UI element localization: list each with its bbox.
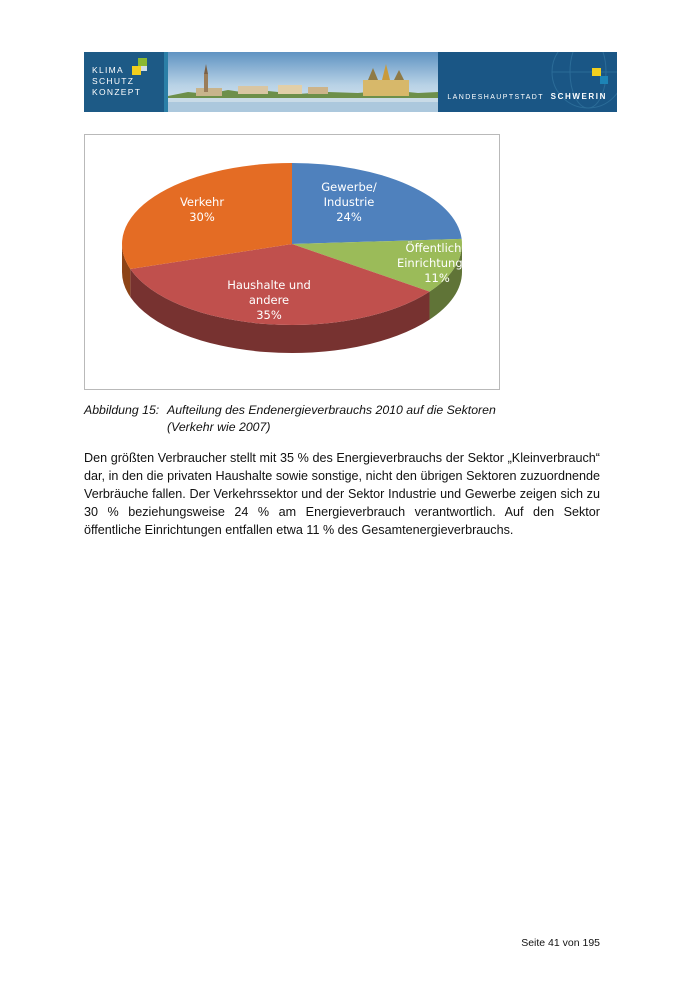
figure-caption [84, 402, 524, 436]
klimaschutzkonzept-logo [84, 52, 164, 112]
city-branding [438, 52, 617, 112]
logo-line-3: KONZEPT [92, 87, 142, 97]
pie-chart-svg [85, 135, 499, 389]
logo-line-2: SCHUTZ [92, 76, 135, 86]
pie-label-1: Öffentliche Einrichtungen 11% [396, 241, 478, 285]
city-prefix: LANDESHAUPTSTADT [447, 94, 544, 101]
caption-text: Aufteilung des Endenergieverbrauchs 2010 auf die Sektoren (Verkehr wie 2007) [167, 403, 496, 434]
caption-label: Abbildung 15: [84, 403, 160, 417]
pie-slice-0 [292, 163, 462, 244]
globe-watermark-icon [438, 52, 617, 112]
pie-label-0: Gewerbe/ Industrie 24% [321, 180, 377, 224]
city-label [447, 92, 607, 101]
logo-squares-icon [132, 58, 148, 76]
body-paragraph: Den größten Verbraucher stellt mit 35 % des Energieverbrauchs der Sektor „Kleinverbrauch“ dar, in den die privaten Haushalte sowie sonstige, nicht den übrigen Sektoren zuzuordnende Verbräuche fallen. Der Verkehrssektor und der Sektor Industrie und Gewerbe zeigen sich zu 30 % beziehungsweise 24 % am Energieverbrauch verantwortlich. Auf den Sektor öffentliche Einrichtungen entfallen etwa 11 % des Gesamtenergieverbrauchs. [84, 451, 600, 537]
page-number: Seite 41 von 195 [521, 937, 600, 949]
pie-label-2: Haushalte und andere 35% [227, 278, 311, 322]
city-name: SCHWERIN [550, 92, 607, 101]
schwerin-skyline-photo [168, 52, 438, 112]
logo-line-1: KLIMA [92, 65, 125, 75]
header-banner [84, 52, 617, 112]
pie-label-3: Verkehr 30% [179, 195, 225, 224]
pie-chart [84, 134, 500, 390]
